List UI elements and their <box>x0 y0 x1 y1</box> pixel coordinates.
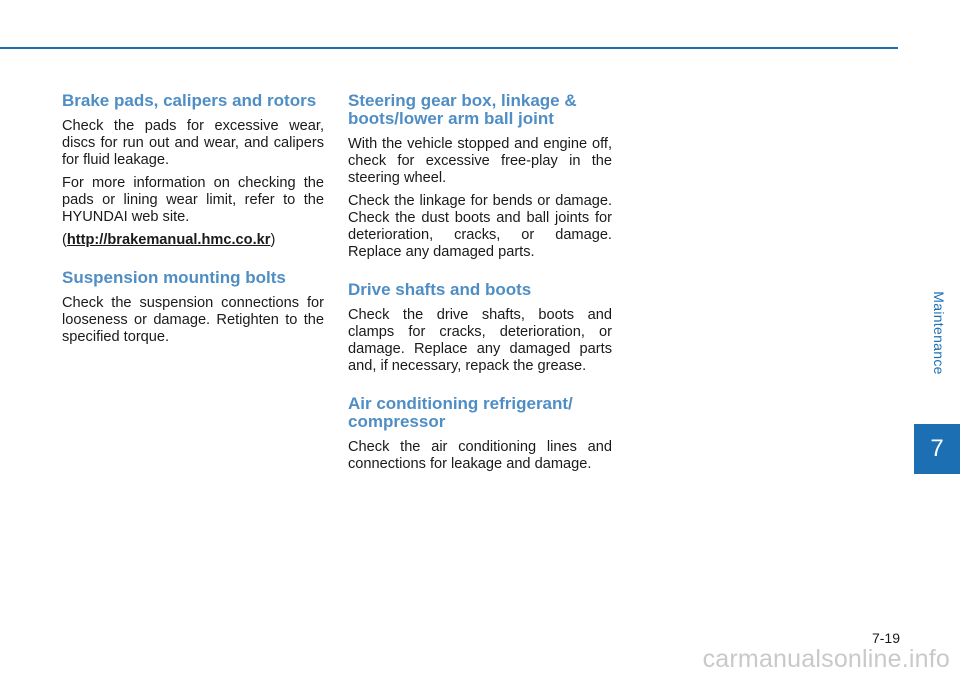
section-heading: Air conditioning refrigerant/ compressor <box>348 394 573 431</box>
chapter-side-label <box>918 240 960 425</box>
section-steering <box>348 92 612 261</box>
chapter-number-tab <box>914 424 960 474</box>
paragraph: For more information on checking the pads or lining wear limit, refer to the HYUNDAI web site. <box>62 175 324 225</box>
paren-close: ) <box>270 232 276 248</box>
left-column <box>62 92 324 352</box>
paragraph: Check the pads for excessive wear, discs for run out and wear, and calipers for fluid leakage. <box>62 118 324 168</box>
middle-column <box>348 92 612 479</box>
paragraph: With the vehicle stopped and engine off, check for excessive free-play in the steering wheel. <box>348 136 612 186</box>
paren-open: ( <box>62 232 67 248</box>
brake-manual-link[interactable]: http://brakemanual.hmc.co.kr <box>66 232 271 248</box>
link-paragraph <box>62 232 324 249</box>
section-suspension <box>62 269 324 346</box>
section-brake-pads <box>62 92 324 249</box>
chapter-title: Maintenance <box>931 290 947 375</box>
section-heading: Suspension mounting bolts <box>62 268 286 287</box>
header-rule <box>0 47 898 49</box>
paragraph: Check the linkage for bends or damage. Check the dust boots and ball joints for deterioration, cracks, or damage. Replace any damaged parts. <box>348 193 612 260</box>
paragraph: Check the drive shafts, boots and clamps for cracks, deterioration, or damage. Replace any damaged parts and, if necessary, repack the grease. <box>348 307 612 374</box>
section-drive-shafts <box>348 281 612 375</box>
paragraph: Check the suspension connections for looseness or damage. Retighten to the specified torque. <box>62 295 324 345</box>
page-number: 7-19 <box>871 630 900 646</box>
section-heading: Steering gear box, linkage & boots/lower arm ball joint <box>348 91 577 128</box>
watermark-text: carmanualsonline.info <box>702 645 950 673</box>
chapter-number: 7 <box>930 435 944 462</box>
section-heading: Brake pads, calipers and rotors <box>62 91 317 110</box>
section-air-conditioning <box>348 395 612 473</box>
paragraph: Check the air conditioning lines and connections for leakage and damage. <box>348 439 612 472</box>
section-heading: Drive shafts and boots <box>348 280 532 299</box>
